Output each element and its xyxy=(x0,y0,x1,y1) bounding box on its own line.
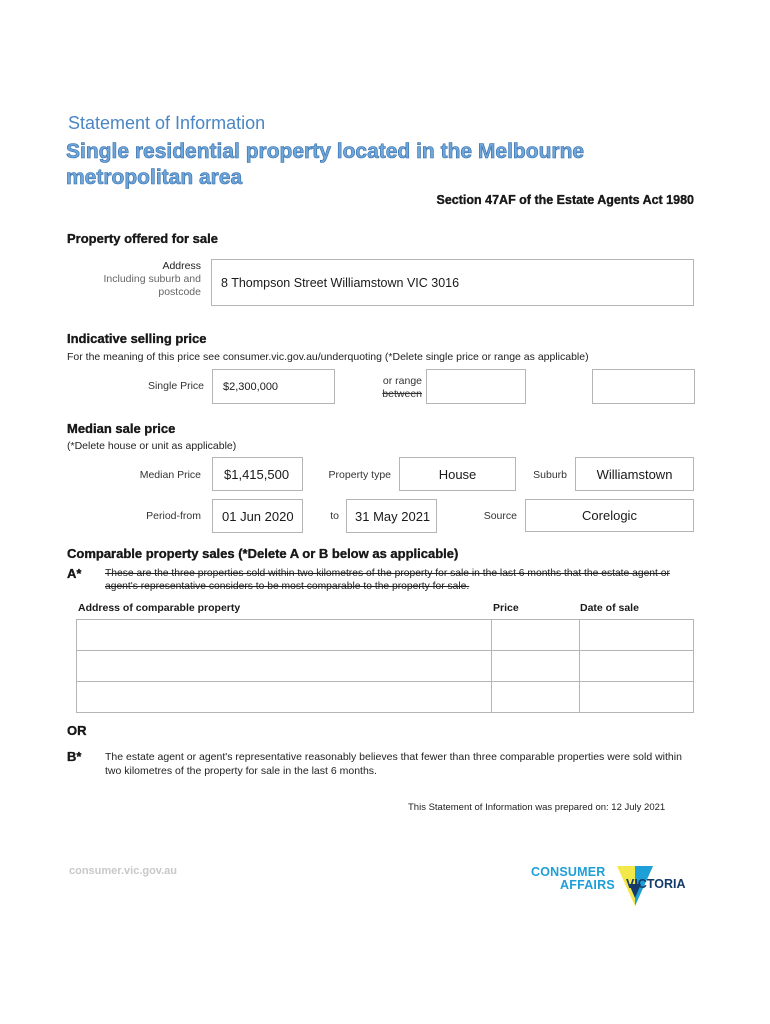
comparable-date-cell[interactable] xyxy=(580,651,694,682)
logo-text-consumer: CONSUMER xyxy=(531,865,606,879)
comparable-heading: Comparable property sales (*Delete A or B below as applicable) xyxy=(67,546,459,561)
comparable-address-cell[interactable] xyxy=(77,682,492,713)
comparable-price-cell[interactable] xyxy=(492,651,580,682)
website-link[interactable]: consumer.vic.gov.au xyxy=(69,865,178,877)
property-type-field[interactable]: House xyxy=(399,457,516,491)
suburb-label: Suburb xyxy=(533,469,567,481)
address-label xyxy=(60,260,201,299)
comparable-price-cell[interactable] xyxy=(492,682,580,713)
comparable-date-cell[interactable] xyxy=(580,620,694,651)
range-label-line: or range xyxy=(382,375,422,387)
table-row xyxy=(77,651,694,682)
median-note: (*Delete house or unit as applicable) xyxy=(67,440,237,452)
or-label: OR xyxy=(67,723,87,738)
consumer-affairs-victoria-logo xyxy=(531,862,701,910)
act-reference: Section 47AF of the Estate Agents Act 1980 xyxy=(436,193,694,207)
range-low-field[interactable] xyxy=(426,369,526,404)
median-heading: Median sale price xyxy=(67,421,176,436)
option-a-marker: A* xyxy=(67,566,82,581)
col-header-price: Price xyxy=(493,602,519,614)
col-header-date: Date of sale xyxy=(580,602,639,614)
single-price-label: Single Price xyxy=(147,380,204,392)
page-headline: Single residential property located in the Melbourne metropolitan area xyxy=(66,140,585,189)
period-from-label: Period-from xyxy=(146,510,201,522)
document-title: Statement of Information xyxy=(68,113,266,133)
source-label: Source xyxy=(483,510,517,522)
period-from-field[interactable]: 01 Jun 2020 xyxy=(212,499,303,533)
comparable-date-cell[interactable] xyxy=(580,682,694,713)
indicative-heading: Indicative selling price xyxy=(67,331,207,346)
table-row xyxy=(77,620,694,651)
suburb-field[interactable]: Williamstown xyxy=(575,457,694,491)
option-b-marker: B* xyxy=(67,749,82,764)
option-a-text: These are the three properties sold within two kilometres of the property for sale in the last 6 months that the estate agent or agent's representative considers to be most comparable to the property for sale. xyxy=(105,568,670,592)
address-label-line: postcode xyxy=(158,286,201,298)
prepared-date: This Statement of Information was prepared on: 12 July 2021 xyxy=(408,802,666,813)
median-price-label: Median Price xyxy=(139,469,201,481)
median-price-field[interactable]: $1,415,500 xyxy=(212,457,303,491)
single-price-field[interactable]: $2,300,000 xyxy=(212,369,335,404)
range-label xyxy=(344,375,422,401)
indicative-note: For the meaning of this price see consumer.vic.gov.au/underquoting (*Delete single price or range as applicable) xyxy=(67,351,589,363)
property-type-label: Property type xyxy=(328,469,391,481)
address-label-line: Including suburb and xyxy=(103,273,201,285)
source-field[interactable]: Corelogic xyxy=(525,499,694,532)
comparable-address-cell[interactable] xyxy=(77,651,492,682)
address-label-line: Address xyxy=(162,260,201,272)
address-field[interactable]: 8 Thompson Street Williamstown VIC 3016 xyxy=(211,259,694,306)
comparable-address-cell[interactable] xyxy=(77,620,492,651)
to-label: to xyxy=(330,510,339,522)
col-header-address: Address of comparable property xyxy=(78,602,241,614)
comparable-table xyxy=(76,619,694,713)
table-row xyxy=(77,682,694,713)
logo-text-affairs: AFFAIRS xyxy=(560,878,615,892)
option-b-text: The estate agent or agent's representative reasonably believes that fewer than three comparable properties were sold within two kilometres of the property for sale in the last 6 months. xyxy=(105,751,682,777)
logo-text-victoria: VICTORIA xyxy=(626,877,686,891)
range-high-field[interactable] xyxy=(592,369,695,404)
range-label-line: between xyxy=(382,388,422,400)
property-heading: Property offered for sale xyxy=(67,231,218,246)
period-to-field[interactable]: 31 May 2021 xyxy=(346,499,437,533)
comparable-price-cell[interactable] xyxy=(492,620,580,651)
